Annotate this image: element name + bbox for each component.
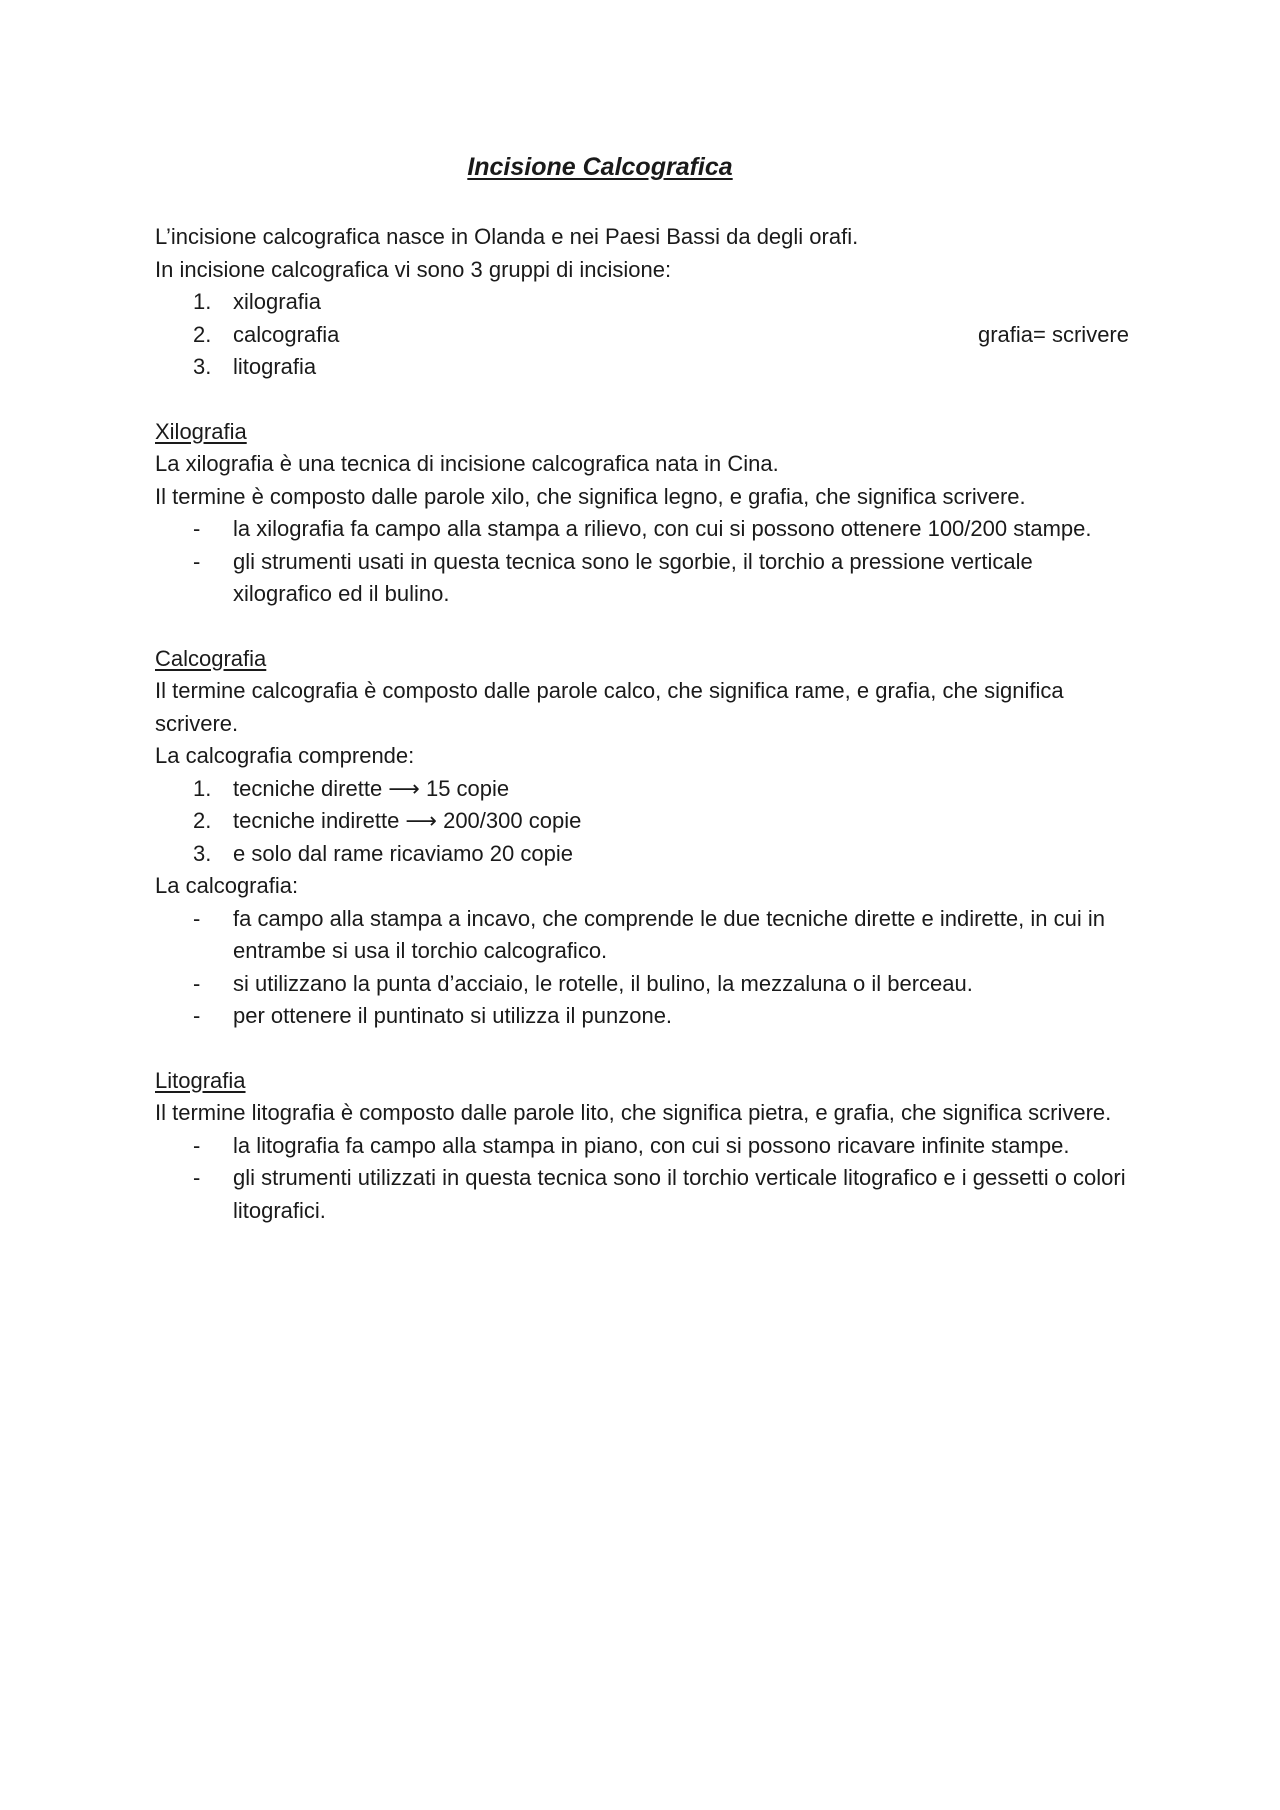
bullet-text: per ottenere il puntinato si utilizza il punzone. bbox=[233, 1003, 673, 1028]
bullet-dash: - bbox=[193, 516, 201, 541]
list-text: tecniche dirette ⟶ 15 copie bbox=[233, 775, 510, 801]
bullet-item bbox=[155, 1000, 1135, 1033]
spacer bbox=[155, 384, 1135, 416]
section-heading-xilografia: Xilografia bbox=[155, 418, 247, 444]
paragraph: La calcografia comprende: bbox=[155, 743, 415, 768]
list-number: 2. bbox=[193, 321, 212, 347]
bullet-dash: - bbox=[193, 1165, 201, 1190]
intro-line-2: In incisione calcografica vi sono 3 gruppi di incisione: bbox=[155, 256, 672, 282]
section-heading-litografia: Litografia bbox=[155, 1067, 246, 1093]
bullet-dash: - bbox=[193, 970, 201, 996]
list-number: 1. bbox=[193, 775, 212, 801]
bullet-text: la litografia fa campo alla stampa in piano, con cui si possono ricavare infinite stampe. bbox=[233, 1132, 1070, 1158]
list-text: litografia bbox=[233, 354, 317, 379]
bullet-item bbox=[155, 1162, 1135, 1227]
bullet-dash: - bbox=[193, 1132, 201, 1158]
bullet-item bbox=[155, 1130, 1135, 1163]
bullet-dash: - bbox=[193, 548, 201, 574]
section-heading-calcografia: Calcografia bbox=[155, 645, 267, 671]
bullet-item bbox=[155, 903, 1135, 968]
list-item bbox=[155, 319, 1135, 352]
list-number: 2. bbox=[193, 808, 212, 833]
bullet-dash: - bbox=[193, 905, 201, 931]
list-item bbox=[155, 805, 1135, 838]
document-title: Incisione Calcografica bbox=[467, 153, 733, 181]
bullet-text: gli strumenti usati in questa tecnica sono le sgorbie, il torchio a pressione verticale xilografico ed il bulino. bbox=[233, 548, 1033, 606]
paragraph: La xilografia è una tecnica di incisione calcografica nata in Cina. bbox=[155, 451, 779, 476]
bullet-text: gli strumenti utilizzati in questa tecnica sono il torchio verticale litografico e i gessetti o colori litografici. bbox=[233, 1165, 1126, 1223]
spacer bbox=[155, 611, 1135, 643]
list-text: e solo dal rame ricaviamo 20 copie bbox=[233, 840, 573, 866]
side-note: grafia= scrivere bbox=[977, 321, 1129, 347]
document-body bbox=[155, 221, 1135, 1227]
list-item bbox=[155, 286, 1135, 319]
list-number: 1. bbox=[193, 289, 212, 314]
list-text: tecniche indirette ⟶ 200/300 copie bbox=[233, 808, 582, 833]
paragraph: Il termine è composto dalle parole xilo, che significa legno, e grafia, che significa scrivere. bbox=[155, 483, 1026, 509]
list-text: calcografia bbox=[233, 321, 340, 347]
bullet-item bbox=[155, 513, 1135, 546]
list-item bbox=[155, 838, 1135, 871]
list-number: 3. bbox=[193, 354, 212, 379]
intro-line-1: L’incisione calcografica nasce in Olanda e nei Paesi Bassi da degli orafi. bbox=[155, 224, 859, 249]
bullet-item bbox=[155, 968, 1135, 1001]
bullet-text: si utilizzano la punta d’acciaio, le rotelle, il bulino, la mezzaluna o il berceau. bbox=[233, 970, 973, 996]
bullet-dash: - bbox=[193, 1003, 201, 1028]
paragraph: Il termine litografia è composto dalle parole lito, che significa pietra, e grafia, che significa scrivere. bbox=[155, 1100, 1112, 1125]
list-text: xilografia bbox=[233, 289, 322, 314]
list-item bbox=[155, 773, 1135, 806]
list-item bbox=[155, 351, 1135, 384]
bullet-text: fa campo alla stampa a incavo, che comprende le due tecniche dirette e indirette, in cui in entrambe si usa il torchio calcografico. bbox=[233, 905, 1105, 963]
bullet-item bbox=[155, 546, 1135, 611]
paragraph: Il termine calcografia è composto dalle parole calco, che significa rame, e grafia, che significa scrivere. bbox=[155, 678, 1064, 736]
list-number: 3. bbox=[193, 840, 212, 866]
spacer bbox=[155, 1033, 1135, 1065]
paragraph: La calcografia: bbox=[155, 873, 299, 898]
bullet-text: la xilografia fa campo alla stampa a rilievo, con cui si possono ottenere 100/200 stampe. bbox=[233, 516, 1092, 541]
